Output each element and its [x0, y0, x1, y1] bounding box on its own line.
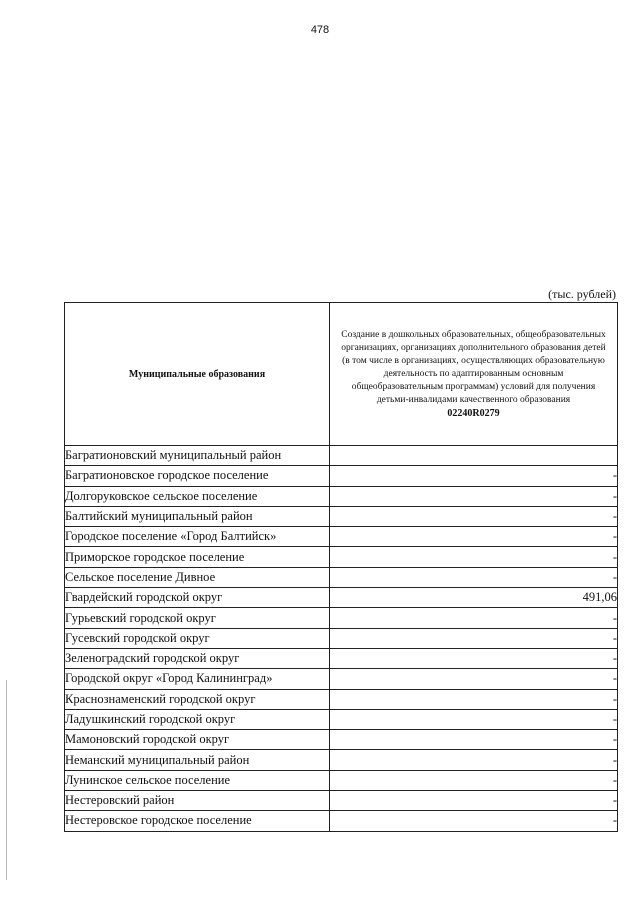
- municipality-name-cell: Мамоновский городской округ: [65, 730, 330, 750]
- amount-cell: -: [330, 547, 618, 567]
- municipality-name-cell: Долгоруковское сельское поселение: [65, 486, 330, 506]
- table-row: [65, 567, 618, 587]
- table-row: [65, 628, 618, 648]
- table-row: [65, 709, 618, 729]
- amount-cell: -: [330, 506, 618, 526]
- table-row: [65, 486, 618, 506]
- table-header-row: [65, 303, 618, 446]
- table-row: [65, 608, 618, 628]
- municipality-name-cell: Гурьевский городской округ: [65, 608, 330, 628]
- table-row: [65, 446, 618, 466]
- municipality-name-cell: Краснознаменский городской округ: [65, 689, 330, 709]
- amount-cell: -: [330, 608, 618, 628]
- amount-cell: -: [330, 466, 618, 486]
- municipality-name-cell: Городское поселение «Город Балтийск»: [65, 527, 330, 547]
- amount-cell: -: [330, 811, 618, 831]
- amount-cell: -: [330, 709, 618, 729]
- column-header-program: [330, 303, 618, 446]
- municipality-name-cell: Городской округ «Город Калининград»: [65, 669, 330, 689]
- amount-cell: -: [330, 567, 618, 587]
- municipality-name-cell: Лунинское сельское поселение: [65, 770, 330, 790]
- amount-cell: -: [330, 791, 618, 811]
- table-row: [65, 547, 618, 567]
- municipality-name-cell: Багратионовский муниципальный район: [65, 446, 330, 466]
- amount-cell: -: [330, 689, 618, 709]
- column-header-program-description: Создание в дошкольных образовательных, общеобразовательных организациях, организациях дополнительного образования детей (в том числе в организациях, осуществляющих образовательную деятельность по адаптированным основным общеобразовательным программам) условий для получения детьми-инвалидами качественного образования: [341, 330, 606, 405]
- table-row: [65, 770, 618, 790]
- table-row: [65, 527, 618, 547]
- amount-cell: -: [330, 486, 618, 506]
- municipality-name-cell: Гусевский городской округ: [65, 628, 330, 648]
- municipality-name-cell: Сельское поселение Дивное: [65, 567, 330, 587]
- table-row: [65, 750, 618, 770]
- municipality-name-cell: Зеленоградский городской округ: [65, 648, 330, 668]
- municipality-name-cell: Нестеровский район: [65, 791, 330, 811]
- municipality-name-cell: Балтийский муниципальный район: [65, 506, 330, 526]
- amount-cell: -: [330, 527, 618, 547]
- table-row: [65, 588, 618, 608]
- municipality-name-cell: Неманский муниципальный район: [65, 750, 330, 770]
- amount-cell: 491,06: [330, 588, 618, 608]
- amount-cell: -: [330, 730, 618, 750]
- municipality-name-cell: Ладушкинский городской округ: [65, 709, 330, 729]
- table-row: [65, 689, 618, 709]
- table-body: [65, 446, 618, 832]
- amount-cell: -: [330, 669, 618, 689]
- table-row: [65, 791, 618, 811]
- table-row: [65, 811, 618, 831]
- municipality-name-cell: Приморское городское поселение: [65, 547, 330, 567]
- scan-artifact-line: [6, 680, 7, 880]
- amount-cell: -: [330, 770, 618, 790]
- column-header-municipalities: Муниципальные образования: [65, 303, 330, 446]
- municipality-name-cell: Нестеровское городское поселение: [65, 811, 330, 831]
- table-row: [65, 648, 618, 668]
- municipality-name-cell: Гвардейский городской округ: [65, 588, 330, 608]
- page-number: 478: [310, 24, 330, 36]
- table-row: [65, 466, 618, 486]
- municipality-name-cell: Багратионовское городское поселение: [65, 466, 330, 486]
- amount-cell: -: [330, 750, 618, 770]
- table-row: [65, 506, 618, 526]
- amount-cell: -: [330, 628, 618, 648]
- amount-cell: -: [330, 648, 618, 668]
- table-row: [65, 730, 618, 750]
- column-header-program-code: 02240R0279: [447, 408, 500, 419]
- amount-cell: [330, 446, 618, 466]
- units-label: (тыс. рублей): [548, 287, 616, 301]
- table-row: [65, 669, 618, 689]
- budget-table: [64, 302, 618, 832]
